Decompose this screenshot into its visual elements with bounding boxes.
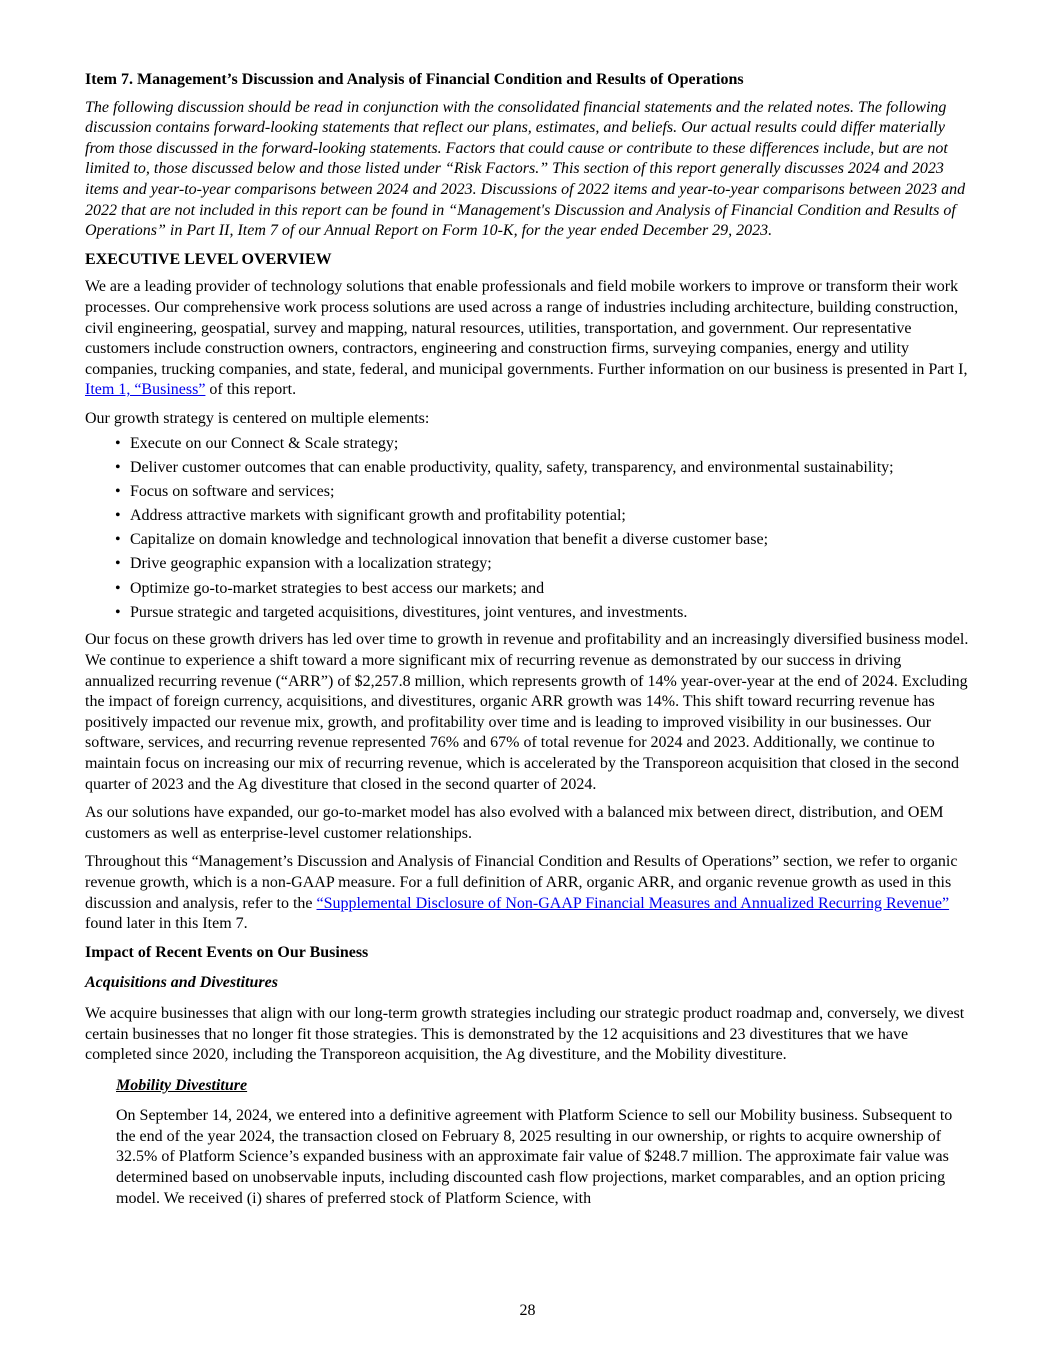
- list-item: [115, 603, 970, 624]
- growth-strategy-list: [115, 434, 970, 624]
- list-item-text: Capitalize on domain knowledge and technological innovation that benefit a diverse customer base;: [130, 531, 769, 549]
- acquisitions-heading: Acquisitions and Divestitures: [85, 974, 278, 992]
- bullet-icon: •: [115, 603, 121, 621]
- non-gaap-disclosure-link[interactable]: “Supplemental Disclosure of Non-GAAP Financial Measures and Annualized Recurring Revenue”: [316, 894, 950, 912]
- list-item-text: Pursue strategic and targeted acquisitions, divestitures, joint ventures, and investments.: [130, 603, 688, 621]
- list-item-text: Focus on software and services;: [130, 482, 335, 500]
- non-gaap-text-end: found later in this Item 7.: [85, 915, 248, 933]
- list-item: [115, 579, 970, 600]
- bullet-icon: •: [115, 531, 121, 549]
- list-item-text: Deliver customer outcomes that can enable productivity, quality, safety, transparency, and environmental sustainability;: [130, 458, 894, 476]
- overview-paragraph: [85, 277, 970, 401]
- executive-overview-heading: EXECUTIVE LEVEL OVERVIEW: [85, 250, 332, 268]
- overview-text-end: of this report.: [205, 381, 297, 399]
- bullet-icon: •: [115, 555, 121, 573]
- list-item: [115, 434, 970, 455]
- list-item-text: Execute on our Connect & Scale strategy;: [130, 434, 399, 452]
- intro-paragraph: The following discussion should be read in conjunction with the consolidated financial statements and the related notes. The following discussion contains forward-looking statements that reflect our plans, estimates, and beliefs. Our actual results could differ materially from those discussed in the forward-looking statements. Factors that could cause or contribute to these differences include, but are not limited to, those discussed below and those listed under “Risk Factors.” This section of this report generally discusses 2024 and 2023 items and year-to-year comparisons between 2024 and 2023. Discussions of 2022 items and year-to-year comparisons between 2023 and 2022 that are not included in this report can be found in “Management's Discussion and Analysis of Financial Condition and Results of Operations” in Part II, Item 7 of our Annual Report on Form 10-K, for the year ended December 29, 2023.: [85, 98, 966, 240]
- growth-strategy-intro: Our growth strategy is centered on multiple elements:: [85, 409, 430, 427]
- list-item: [115, 554, 970, 575]
- list-item: [115, 530, 970, 551]
- bullet-icon: •: [115, 482, 121, 500]
- acquisitions-paragraph: We acquire businesses that align with our long-term growth strategies including our strategic product roadmap and, conversely, we divest certain businesses that no longer fit those strategies. This is demonstrated by the 12 acquisitions and 23 divestitures that we have completed since 2020, including the Transporeon acquisition, the Ag divestiture, and the Mobility divestiture.: [85, 1004, 965, 1064]
- bullet-icon: •: [115, 507, 121, 525]
- list-item-text: Optimize go-to-market strategies to best access our markets; and: [130, 579, 545, 597]
- non-gaap-paragraph: [85, 852, 970, 934]
- mobility-section: [116, 1076, 970, 1210]
- page-number: 28: [519, 1302, 536, 1319]
- non-gaap-text: Throughout this “Management’s Discussion and Analysis of Financial Condition and Results of Operations” section, we refer to organic revenue growth, which is a non-GAAP measure. For a full definition of ARR, organic ARR, and organic revenue growth as used in this discussion and analysis, refer to the: [85, 853, 958, 912]
- go-to-market-paragraph: As our solutions have expanded, our go-to-market model has also evolved with a balanced mix between direct, distribution, and OEM customers as well as enterprise-level customer relationships.: [85, 804, 944, 842]
- mobility-heading: Mobility Divestiture: [116, 1076, 248, 1094]
- list-item: [115, 482, 970, 503]
- bullet-icon: •: [115, 434, 121, 452]
- growth-drivers-paragraph: Our focus on these growth drivers has led over time to growth in revenue and profitability and an increasingly diversified business model. We continue to experience a shift toward a more significant mix of recurring revenue as demonstrated by our success in driving annualized recurring revenue (“ARR”) of $2,257.8 million, which represents growth of 14% year-over-year at the end of 2024. Excluding the impact of foreign currency, acquisitions, and divestitures, organic ARR growth was 14%. This shift toward recurring revenue has positively impacted our revenue mix, growth, and profitability over time and is leading to improved visibility in our businesses. Our software, services, and recurring revenue represented 76% and 67% of total revenue for 2024 and 2023. Additionally, we continue to maintain focus on increasing our mix of recurring revenue, which is accelerated by the Transporeon acquisition that closed in the second quarter of 2023 and the Ag divestiture that closed in the second quarter of 2024.: [85, 631, 969, 793]
- business-item-link[interactable]: Item 1, “Business”: [85, 381, 206, 399]
- mobility-paragraph: On September 14, 2024, we entered into a definitive agreement with Platform Science to sell our Mobility business. Subsequent to the end of the year 2024, the transaction closed on February 8, 2025 resulting in our ownership, or rights to acquire ownership of 32.5% of Platform Science’s expanded business with an approximate fair value of $248.7 million. The approximate fair value was determined based on unobservable inputs, including discounted cash flow projections, market comparables, and an option pricing model. We received (i) shares of preferred stock of Platform Science, with: [116, 1107, 953, 1207]
- list-item-text: Address attractive markets with significant growth and profitability potential;: [130, 507, 626, 525]
- item-heading: Item 7. Management’s Discussion and Analysis of Financial Condition and Results of Operations: [85, 71, 744, 88]
- impact-heading: Impact of Recent Events on Our Business: [85, 943, 369, 961]
- bullet-icon: •: [115, 579, 121, 597]
- list-item-text: Drive geographic expansion with a localization strategy;: [130, 555, 492, 573]
- list-item: [115, 458, 970, 479]
- list-item: [115, 506, 970, 527]
- overview-text: We are a leading provider of technology solutions that enable professionals and field mobile workers to improve or transform their work processes. Our comprehensive work process solutions are used across a range of industries including architecture, building construction, civil engineering, geospatial, survey and mapping, natural resources, utilities, transportation, and government. Our representative customers include construction owners, contractors, engineering and construction firms, surveying companies, energy and utility companies, trucking companies, and state, federal, and municipal governments. Further information on our business is presented in Part I,: [85, 278, 968, 378]
- bullet-icon: •: [115, 458, 121, 476]
- document-page: [85, 70, 970, 1217]
